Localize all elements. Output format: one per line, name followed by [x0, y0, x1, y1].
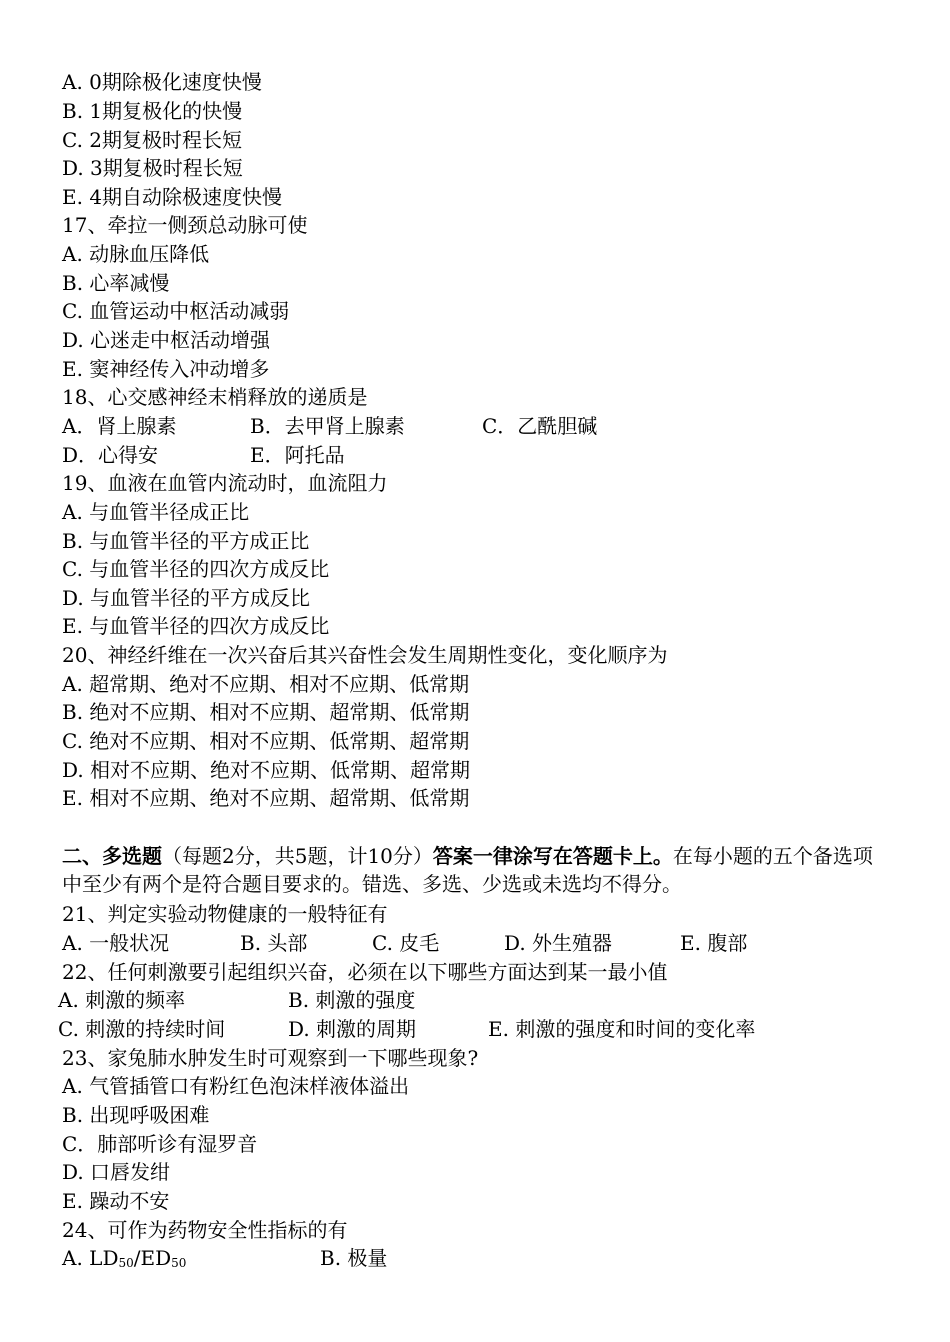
q20-option-d: D. 相对不应期、绝对不应期、低常期、超常期	[62, 758, 471, 782]
q24-option-a-sub-2: 50	[171, 1256, 187, 1270]
q18-option-a: A．肾上腺素	[62, 414, 177, 438]
q17-option-b: B. 心率减慢	[62, 271, 170, 295]
q22-option-a: A. 刺激的频率	[58, 988, 186, 1012]
q17-stem: 17、牵拉一侧颈总动脉可使	[62, 213, 308, 237]
q18-stem: 18、心交感神经末梢释放的递质是	[62, 385, 368, 409]
q21-option-a: A. 一般状况	[62, 931, 170, 955]
q17-option-a: A. 动脉血压降低	[62, 242, 210, 266]
q19-option-d: D. 与血管半径的平方成反比	[62, 586, 311, 610]
q16-option-c: C. 2期复极时程长短	[62, 128, 243, 152]
q21-option-d: D. 外生殖器	[504, 931, 613, 955]
q24-stem: 24、可作为药物安全性指标的有	[62, 1218, 348, 1242]
q24-options-row	[62, 1244, 892, 1272]
q19-option-e: E. 与血管半径的四次方成反比	[62, 614, 330, 638]
q22-option-b: B. 刺激的强度	[288, 988, 416, 1012]
q20-option-a: A. 超常期、绝对不应期、相对不应期、低常期	[62, 672, 470, 696]
q16-option-a: A. 0期除极化速度快慢	[62, 70, 262, 94]
section2-scoring: （每题2分，共5题，计10分）	[162, 844, 433, 868]
q18-option-c: C．乙酰胆碱	[482, 414, 598, 438]
q24-option-a-sub-1: 50	[118, 1256, 134, 1270]
q23-stem: 23、家兔肺水肿发生时可观察到一下哪些现象?	[62, 1046, 479, 1070]
q19-option-b: B. 与血管半径的平方成正比	[62, 529, 310, 553]
q23-option-d: D. 口唇发绀	[62, 1160, 171, 1184]
section2-title: 二、多选题	[62, 844, 162, 868]
q24-option-b: B. 极量	[320, 1246, 388, 1270]
section2-heading	[62, 842, 892, 898]
section2-instruction: 在每小题的五个备选项中至少有两个是符合题目要求的。错选、多选、少选或未选均不得分。	[62, 844, 873, 896]
q23-option-c: C．肺部听诊有湿罗音	[62, 1132, 258, 1156]
q21-option-c: C. 皮毛	[372, 931, 440, 955]
q23-option-a: A. 气管插管口有粉红色泡沫样液体溢出	[62, 1074, 410, 1098]
q22-options-row-2	[58, 1015, 888, 1043]
q17-option-e: E. 窦神经传入冲动增多	[62, 357, 270, 381]
q23-option-b: B. 出现呼吸困难	[62, 1103, 210, 1127]
q18-options-row-1	[62, 412, 892, 440]
q16-option-b: B. 1期复极化的快慢	[62, 99, 243, 123]
q21-option-b: B. 头部	[240, 931, 308, 955]
q20-stem: 20、神经纤维在一次兴奋后其兴奋性会发生周期性变化，变化顺序为	[62, 643, 668, 667]
q19-option-c: C. 与血管半径的四次方成反比	[62, 557, 330, 581]
q18-option-b: B．去甲肾上腺素	[250, 414, 405, 438]
q18-option-d: D．心得安	[62, 443, 159, 467]
q17-option-c: C. 血管运动中枢活动减弱	[62, 299, 290, 323]
q21-option-e: E. 腹部	[680, 931, 748, 955]
q20-option-b: B. 绝对不应期、相对不应期、超常期、低常期	[62, 700, 470, 724]
section2-instruction-bold: 答案一律涂写在答题卡上。	[432, 844, 673, 868]
q19-stem: 19、血液在血管内流动时，血流阻力	[62, 471, 388, 495]
q24-option-a-prefix: A. LD	[62, 1246, 119, 1270]
q19-option-a: A. 与血管半径成正比	[62, 500, 250, 524]
q17-option-d: D. 心迷走中枢活动增强	[62, 328, 271, 352]
q22-option-d: D. 刺激的周期	[288, 1017, 417, 1041]
q18-options-row-2	[62, 441, 892, 469]
q18-option-e: E．阿托品	[250, 443, 345, 467]
q22-stem: 22、任何刺激要引起组织兴奋，必须在以下哪些方面达到某一最小值	[62, 960, 668, 984]
q20-option-c: C. 绝对不应期、相对不应期、低常期、超常期	[62, 729, 470, 753]
q21-options-row	[62, 929, 892, 957]
q20-option-e: E. 相对不应期、绝对不应期、超常期、低常期	[62, 786, 470, 810]
q22-options-row-1	[58, 986, 888, 1014]
q24-option-a	[62, 1244, 186, 1277]
q21-stem: 21、判定实验动物健康的一般特征有	[62, 902, 388, 926]
q23-option-e: E. 躁动不安	[62, 1189, 170, 1213]
q16-option-d: D. 3期复极时程长短	[62, 156, 243, 180]
q22-option-e: E. 刺激的强度和时间的变化率	[488, 1017, 756, 1041]
q24-option-a-mid: /ED	[133, 1246, 172, 1270]
q22-option-c: C. 刺激的持续时间	[58, 1017, 226, 1041]
q16-option-e: E. 4期自动除极速度快慢	[62, 185, 283, 209]
